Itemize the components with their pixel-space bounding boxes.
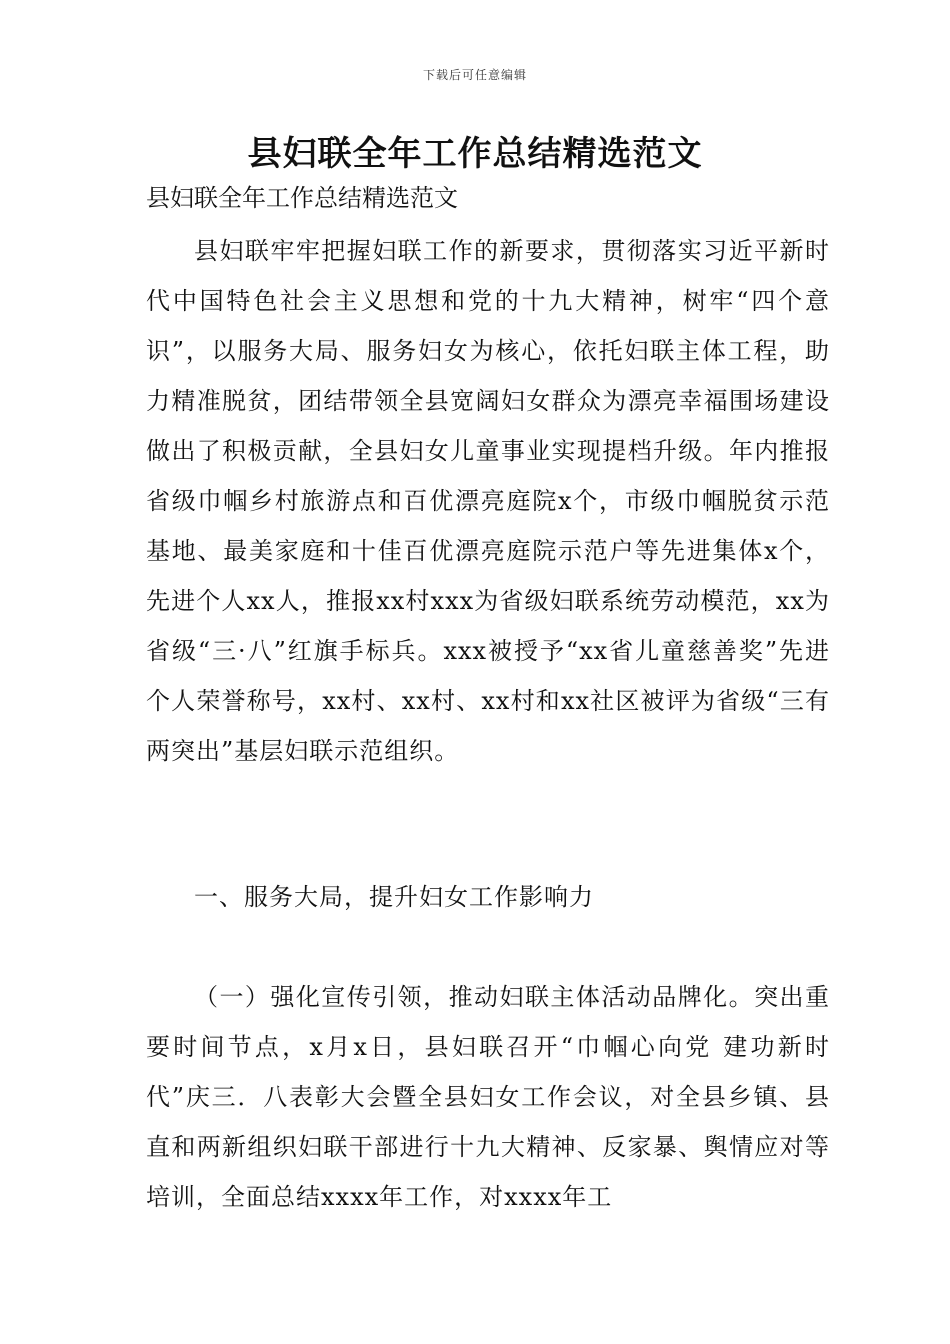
- document-title: 县妇联全年工作总结精选范文: [247, 134, 703, 174]
- section-paragraph: （一）强化宣传引领，推动妇联主体活动品牌化。突出重要时间节点，x月x日，县妇联召开“巾帼心向党 建功新时代”庆三．八表彰大会暨全县妇女工作会议，对全县乡镇、县直和两新组织妇联干部进行十九大精神、反家暴、舆情应对等培训，全面总结xxxx年工作，对xxxx年工: [146, 983, 830, 1211]
- intro-paragraph: 县妇联牢牢把握妇联工作的新要求，贯彻落实习近平新时代中国特色社会主义思想和党的十九大精神，树牢“四个意识”，以服务大局、服务妇女为核心，依托妇联主体工程，助力精准脱贫，团结带领全县宽阔妇女群众为漂亮幸福围场建设做出了积极贡献，全县妇女儿童事业实现提档升级。年内推报省级巾帼乡村旅游点和百优漂亮庭院x个，市级巾帼脱贫示范基地、最美家庭和十佳百优漂亮庭院示范户等先进集体x个，先进个人xx人，推报xx村xxx为省级妇联系统劳动模范，xx为省级“三·八”红旗手标兵。xxx被授予“xx省儿童慈善奖”先进个人荣誉称号，xx村、xx村、xx村和xx社区被评为省级“三有两突出”基层妇联示范组织。: [146, 237, 830, 765]
- section-heading: 一、服务大局，提升妇女工作影响力: [194, 883, 594, 911]
- page-header-note: 下载后可任意编辑: [422, 68, 527, 82]
- document-subtitle: 县妇联全年工作总结精选范文: [146, 184, 458, 212]
